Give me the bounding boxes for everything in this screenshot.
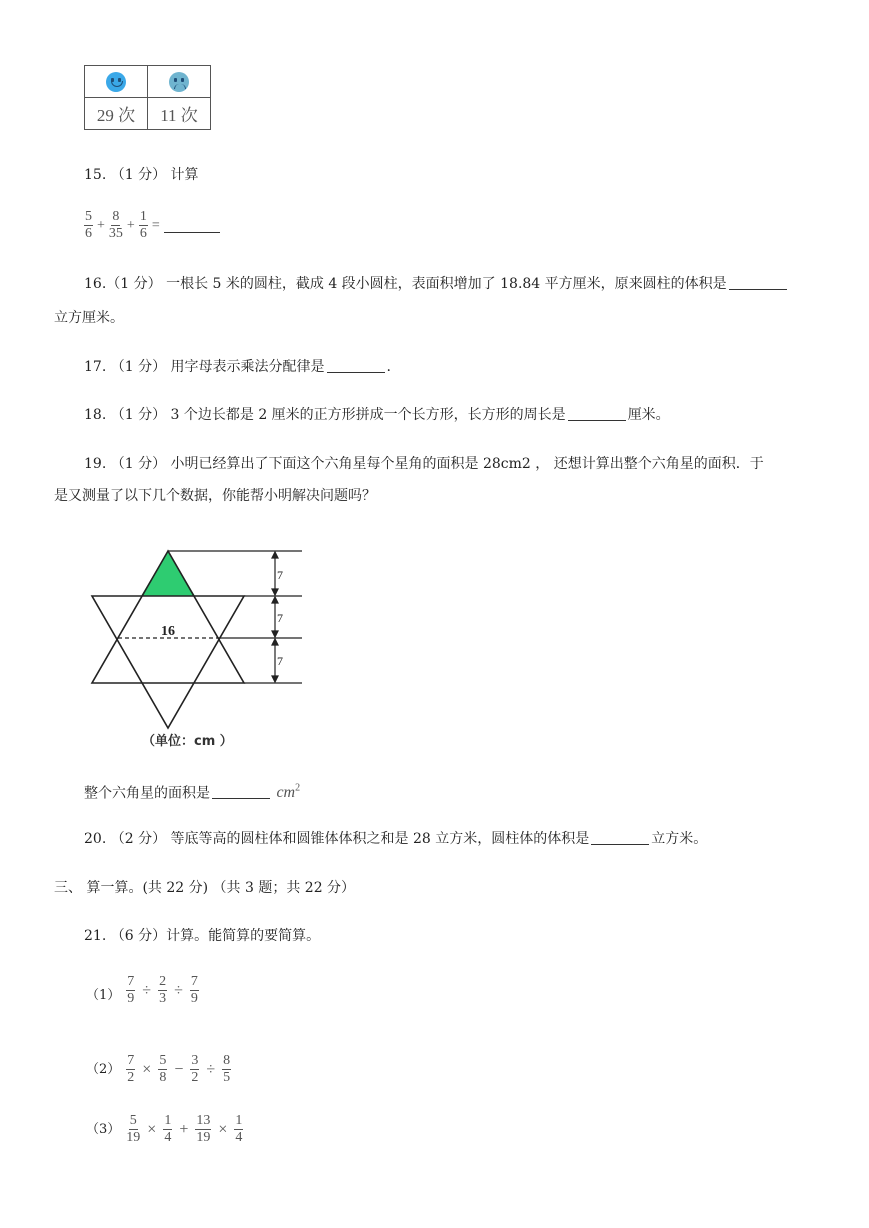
downward-triangle xyxy=(92,596,244,728)
numerator: 3 xyxy=(191,1053,199,1068)
sad-face-icon xyxy=(169,72,189,92)
numerator: 8 xyxy=(112,209,120,224)
q16-text: 16.（1 分） 一根长 5 米的圆柱，截成 4 段小圆柱，表面积增加了 18.84 平方厘米，原来圆柱的体积是 xyxy=(84,276,727,292)
denominator: 8 xyxy=(159,1070,167,1085)
q18-text: 18. （1 分） 3 个边长都是 2 厘米的正方形拼成一个长方形，长方形的周长是 xyxy=(84,407,566,423)
denominator: 4 xyxy=(164,1130,172,1145)
star-tip-highlight xyxy=(141,551,195,596)
denominator: 6 xyxy=(139,226,147,241)
numerator: 13 xyxy=(196,1113,211,1128)
denominator: 9 xyxy=(190,991,198,1006)
smiley-face-icon xyxy=(106,72,126,92)
q15-answer-blank[interactable] xyxy=(164,218,220,233)
numerator: 5 xyxy=(85,209,92,224)
q19-answer-line xyxy=(84,779,300,803)
section3-heading: 三、 算一算。(共 22 分) （共 3 题；共 22 分） xyxy=(54,880,356,896)
q20-answer-blank[interactable] xyxy=(591,830,649,845)
numerator: 5 xyxy=(159,1053,167,1068)
operator: ÷ xyxy=(174,981,183,999)
numerator: 7 xyxy=(190,974,198,989)
q21-part2 xyxy=(86,1054,233,1085)
q15-title: 15. （1 分） 计算 xyxy=(84,167,199,183)
fraction xyxy=(190,975,199,1006)
q18-line xyxy=(84,405,670,425)
q21-part3-expression xyxy=(124,1114,245,1145)
fraction xyxy=(190,1054,199,1085)
fraction xyxy=(126,975,135,1006)
fraction xyxy=(139,210,148,241)
q17-text: 17. （1 分） 用字母表示乘法分配律是 xyxy=(84,359,325,375)
operator: ÷ xyxy=(206,1060,216,1078)
fraction xyxy=(195,1114,211,1145)
height-label-2: 7 xyxy=(277,611,283,625)
q21-part2-label: （2） xyxy=(86,1061,121,1077)
q19-answer-blank[interactable] xyxy=(212,784,270,799)
operator: × xyxy=(147,1120,157,1138)
numerator: 1 xyxy=(164,1113,172,1128)
operator: + xyxy=(126,217,135,233)
q16-line1 xyxy=(84,274,789,294)
numerator: 2 xyxy=(159,974,167,989)
denominator: 5 xyxy=(223,1070,231,1085)
q17-end: . xyxy=(386,359,391,375)
happy-cell xyxy=(85,66,148,98)
hexagram-figure xyxy=(80,545,315,755)
q19-line1: 19. （1 分） 小明已经算出了下面这个六角星每个星角的面积是 28cm2 ， 还想计算出整个六角星的面积．于 xyxy=(84,456,764,472)
fraction xyxy=(126,1114,140,1145)
fraction xyxy=(84,210,93,241)
q21-title: 21. （6 分）计算。能简算的要简算。 xyxy=(84,928,321,944)
q21-part1 xyxy=(86,975,201,1006)
denominator: 2 xyxy=(127,1070,135,1085)
q21-part2-expression xyxy=(124,1054,233,1085)
q19-answer-text: 整个六角星的面积是 xyxy=(84,785,210,802)
operator: + xyxy=(179,1120,189,1138)
q20-end: 立方米。 xyxy=(651,831,708,847)
denominator: 2 xyxy=(191,1070,199,1085)
fraction xyxy=(158,975,167,1006)
smiley-tally-table xyxy=(84,65,211,130)
height-label-3: 7 xyxy=(277,654,283,668)
q16-answer-blank[interactable] xyxy=(729,275,787,290)
happy-count: 29 次 xyxy=(85,98,148,130)
fraction xyxy=(222,1054,231,1085)
q16-line2: 立方厘米。 xyxy=(54,310,124,326)
width-label: 16 xyxy=(161,624,175,639)
operator: ÷ xyxy=(142,981,152,999)
numerator: 1 xyxy=(235,1113,243,1128)
q21-part3-label: （3） xyxy=(86,1121,121,1137)
fraction xyxy=(158,1054,167,1085)
operator: × xyxy=(218,1120,228,1138)
q21-part3 xyxy=(86,1114,245,1145)
q15-equals: = xyxy=(151,217,160,233)
denominator: 4 xyxy=(235,1130,243,1145)
sad-cell xyxy=(148,66,211,98)
sad-count: 11 次 xyxy=(148,98,211,130)
numerator: 7 xyxy=(127,974,135,989)
q18-end: 厘米。 xyxy=(627,407,670,423)
q20-line xyxy=(84,829,707,849)
q21-part1-expression xyxy=(124,975,201,1006)
operator: × xyxy=(142,1060,152,1078)
denominator: 6 xyxy=(85,226,92,241)
numerator: 8 xyxy=(223,1053,231,1068)
q15-fractions xyxy=(82,210,150,241)
operator: − xyxy=(174,1060,184,1078)
operator: + xyxy=(97,217,105,233)
denominator: 19 xyxy=(126,1130,141,1145)
q17-line xyxy=(84,357,391,377)
q17-answer-blank[interactable] xyxy=(327,358,385,373)
q19-unit: $cm^2$ xyxy=(276,783,301,802)
q20-text: 20. （2 分） 等底等高的圆柱体和圆锥体体积之和是 28 立方米，圆柱体的体积是 xyxy=(84,831,590,847)
numerator: 7 xyxy=(127,1053,135,1068)
fraction xyxy=(109,210,123,241)
fraction xyxy=(126,1054,135,1085)
q15-expression xyxy=(82,210,222,241)
fraction xyxy=(163,1114,172,1145)
numerator: 5 xyxy=(129,1113,137,1128)
q19-line2: 是又测量了以下几个数据，你能帮小明解决问题吗？ xyxy=(54,488,376,504)
q18-answer-blank[interactable] xyxy=(568,406,626,421)
unit-label: （单位：cm ） xyxy=(142,734,233,749)
q21-part1-label: （1） xyxy=(86,988,121,1003)
denominator: 3 xyxy=(159,991,167,1006)
denominator: 19 xyxy=(196,1130,211,1145)
fraction xyxy=(234,1114,243,1145)
denominator: 35 xyxy=(108,226,123,241)
denominator: 9 xyxy=(127,991,135,1006)
numerator: 1 xyxy=(139,209,147,224)
height-label-1: 7 xyxy=(277,568,283,582)
